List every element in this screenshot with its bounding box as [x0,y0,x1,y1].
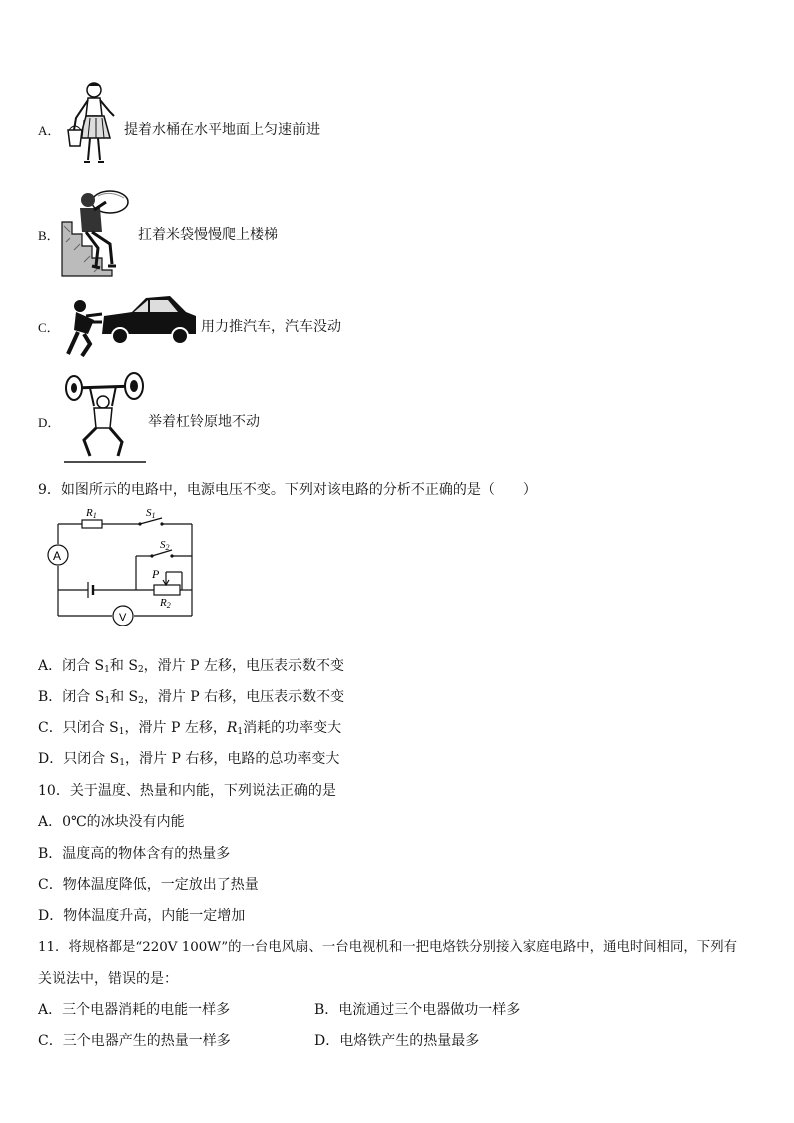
r2-label: R [160,597,167,609]
q9-circuit-diagram [42,506,212,626]
r1-label: R [86,507,93,519]
q9-option-a: A．闭合 $S_1$和 $S_2$，滑片 P 左移，电压表示数不变 [38,658,344,675]
s1-sub: 1 [151,511,156,520]
q11-stem-line2: 关说法中，错误的是： [38,971,178,987]
option-a-letter: A． [38,123,61,138]
voltmeter-label: V [119,612,127,624]
option-c-text: 用力推汽车，汽车没动 [201,319,341,335]
svg-text:R1 [85,507,97,520]
s2-sub: 2 [165,543,170,552]
q10-stem: 10．关于温度、热量和内能，下列说法正确的是 [38,783,336,799]
q11-option-b: B．电流通过三个电器做功一样多 [314,1002,521,1018]
s2-label: S [160,539,166,551]
q10-option-d: D．物体温度升高，内能一定增加 [38,908,246,924]
weightlifter-holding-barbell-illustration [60,372,150,464]
woman-carrying-bucket-illustration [64,78,120,168]
man-carrying-rice-bag-upstairs-illustration [58,186,134,278]
svg-text:S1 [146,507,156,520]
q9-option-c: C．只闭合 $S_1$，滑片 P 左移，$R_1$消耗的功率变大 [38,720,342,737]
q9-option-d: D．只闭合 $S_1$，滑片 P 右移，电路的总功率变大 [38,751,340,768]
svg-text:R2 [159,597,171,610]
q9-stem: 9．如图所示的电路中，电源电压不变。下列对该电路的分析不正确的是（ ） [38,482,537,498]
q10-option-b: B．温度高的物体含有的热量多 [38,846,231,862]
q9-option-b: B．闭合 $S_1$和 $S_2$，滑片 P 右移，电压表示数不变 [38,689,345,706]
q11-option-a: A．三个电器消耗的电能一样多 [38,1002,231,1018]
option-a-text: 提着水桶在水平地面上匀速前进 [124,122,320,138]
option-b-text: 扛着米袋慢慢爬上楼梯 [138,227,278,243]
q11-option-d: D．电烙铁产生的热量最多 [314,1033,480,1049]
svg-text:S2 [160,539,170,552]
s1-label: S [146,507,152,519]
q11-stem-line1: 11．将规格都是“220V 100W”的一台电风扇、一台电视机和一把电烙铁分别接入家庭电路中，通电时间相同，下列有 [38,940,737,955]
q10-option-c: C．物体温度降低，一定放出了热量 [38,877,259,893]
ammeter-label: A [53,549,62,563]
q10-option-a: A．0℃的冰块没有内能 [38,814,185,830]
q11-option-c: C．三个电器产生的热量一样多 [38,1033,231,1049]
r2-sub: 2 [166,601,171,610]
slider-p-label: P [152,567,160,581]
r1-sub: 1 [92,511,97,520]
option-d-text: 举着杠铃原地不动 [148,414,260,430]
option-d-letter: D． [38,415,61,430]
option-c-letter: C． [38,320,60,335]
option-b-letter: B． [38,228,60,243]
man-pushing-car-illustration [60,290,200,360]
